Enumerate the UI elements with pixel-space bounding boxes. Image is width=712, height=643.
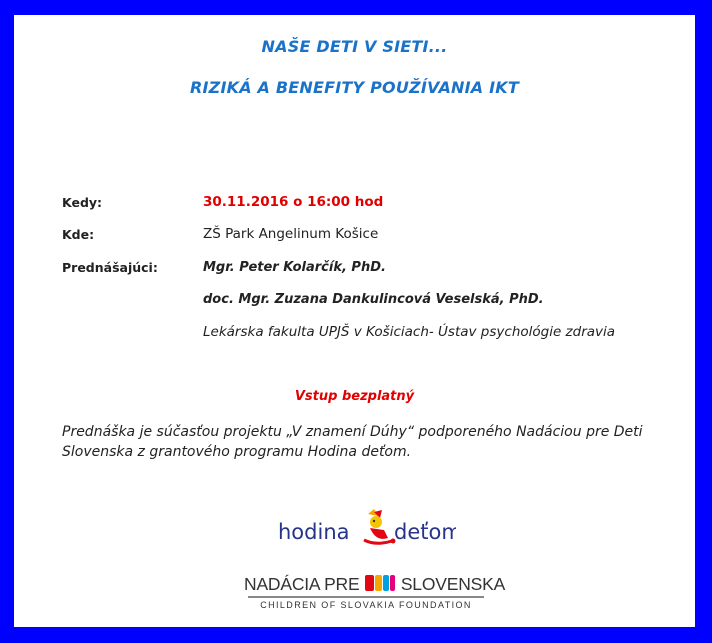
subtitle: RIZIKÁ A BENEFITY POUŽÍVANIA IKT [189, 78, 520, 97]
speakers-label: Prednášajúci: [62, 260, 158, 275]
nadacia-subtitle: CHILDREN OF SLOVAKIA FOUNDATION [260, 600, 472, 610]
hodina-detom-logo-art [276, 508, 456, 548]
speaker-2: doc. Mgr. Zuzana Dankulincová Veselská, PhD. [203, 292, 544, 307]
when-value: 30.11.2016 o 16:00 hod [203, 194, 384, 210]
deti-word: DETI [379, 592, 381, 593]
main-title: NAŠE DETI V SIETI... [261, 37, 448, 56]
logo-detom-word: deťom [394, 520, 456, 544]
nadacia-logo [244, 570, 506, 616]
deti-colored-logo [364, 573, 396, 593]
where-value: ZŠ Park Angelinum Košice [203, 226, 379, 242]
invitation-page [14, 15, 695, 627]
free-entry-note: Vstup bezplatný [294, 389, 415, 404]
speaker-1: Mgr. Peter Kolarčík, PhD. [203, 260, 386, 275]
where-label: Kde: [62, 227, 95, 242]
logo-hodina-word: hodina [278, 520, 350, 544]
affiliation: Lekárska fakulta UPJŠ v Košiciach- Ústav psychológie zdravia [203, 324, 616, 340]
nadacia-name [244, 573, 506, 595]
project-description: Prednáška je súčasťou projektu „V znamení Dúhy“ podporeného Nadáciou pre Deti Slovenska z grantového programu Hodina deťom. [62, 424, 643, 460]
logo-divider [248, 596, 484, 598]
hodina-detom-logo [276, 508, 456, 548]
nadacia-suffix: SLOVENSKA [400, 574, 506, 594]
jester-mascot-icon [364, 509, 396, 544]
nadacia-prefix: NADÁCIA PRE [244, 574, 360, 594]
when-label: Kedy: [62, 195, 103, 210]
